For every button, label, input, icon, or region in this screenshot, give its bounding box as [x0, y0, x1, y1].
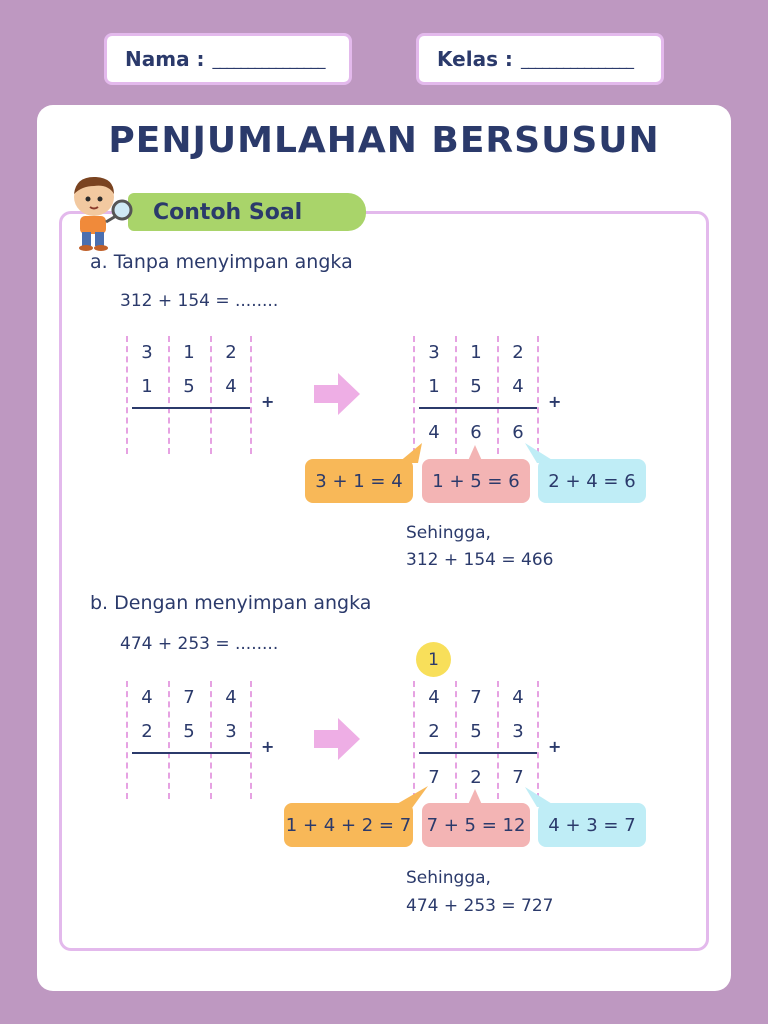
- example-a-right-grid: [413, 336, 539, 454]
- plus-sign: +: [261, 392, 275, 411]
- digit-ones-bottom: 4: [225, 376, 237, 397]
- digit-hundreds-top: 3: [141, 342, 153, 363]
- digit-ones-top: 2: [512, 342, 524, 363]
- example-b-heading: b. Dengan menyimpan angka: [90, 592, 372, 614]
- right-arrow-icon: [314, 718, 360, 760]
- example-b-question: 474 + 253 = ........: [120, 634, 279, 654]
- digit-hundreds-top: 4: [141, 687, 153, 708]
- right-arrow-icon: [314, 373, 360, 415]
- digit-tens-top: 7: [183, 687, 195, 708]
- digit-ones-bottom: 4: [512, 376, 524, 397]
- class-blank: ________________: [520, 49, 633, 69]
- digit-ones-top: 4: [512, 687, 524, 708]
- section-tag-label: Contoh Soal: [153, 199, 303, 225]
- class-field-box[interactable]: [416, 33, 664, 85]
- result-ones: 6: [512, 422, 524, 443]
- digit-ones-top: 4: [225, 687, 237, 708]
- digit-tens-top: 7: [470, 687, 482, 708]
- example-a-left-grid: [126, 336, 252, 454]
- name-blank: ________________: [212, 49, 325, 69]
- example-a-conclusion: 312 + 154 = 466: [406, 550, 554, 570]
- digit-tens-bottom: 5: [470, 721, 482, 742]
- sum-line: [132, 752, 250, 754]
- result-hundreds: 7: [428, 767, 440, 788]
- tens-bubble: [422, 459, 530, 503]
- sum-line: [419, 752, 537, 754]
- digit-tens-bottom: 5: [470, 376, 482, 397]
- class-label: Kelas :: [437, 47, 513, 71]
- bubble-text: 4 + 3 = 7: [548, 814, 636, 836]
- digit-hundreds-top: 4: [428, 687, 440, 708]
- sum-line: [419, 407, 537, 409]
- hundreds-carry-bubble: [284, 803, 413, 847]
- bubble-text: 3 + 1 = 4: [315, 470, 403, 492]
- digit-tens-top: 1: [183, 342, 195, 363]
- result-tens: 2: [470, 767, 482, 788]
- result-hundreds: 4: [428, 422, 440, 443]
- digit-ones-bottom: 3: [512, 721, 524, 742]
- name-label: Nama :: [125, 47, 205, 71]
- bubble-text: 1 + 4 + 2 = 7: [285, 814, 412, 836]
- page-title: PENJUMLAHAN BERSUSUN: [108, 120, 660, 161]
- sum-line: [132, 407, 250, 409]
- digit-hundreds-bottom: 1: [141, 376, 153, 397]
- ones-bubble: [538, 459, 646, 503]
- section-tag: [128, 193, 366, 231]
- plus-sign: +: [548, 392, 562, 411]
- digit-hundreds-bottom: 2: [141, 721, 153, 742]
- example-b-conclusion: 474 + 253 = 727: [406, 896, 554, 916]
- digit-ones-top: 2: [225, 342, 237, 363]
- example-a-conclusion-label: Sehingga,: [406, 523, 491, 543]
- digit-tens-bottom: 5: [183, 376, 195, 397]
- plus-sign: +: [261, 737, 275, 756]
- digit-ones-bottom: 3: [225, 721, 237, 742]
- boy-magnifier-mascot-icon: [64, 172, 136, 252]
- digit-tens-bottom: 5: [183, 721, 195, 742]
- bubble-text: 7 + 5 = 12: [426, 814, 526, 836]
- ones-bubble: [538, 803, 646, 847]
- example-a-question: 312 + 154 = ........: [120, 291, 279, 311]
- example-b-left-grid: [126, 681, 252, 799]
- example-b-right-grid: [413, 681, 539, 799]
- example-a-heading: a. Tanpa menyimpan angka: [90, 251, 353, 273]
- digit-hundreds-top: 3: [428, 342, 440, 363]
- digit-hundreds-bottom: 2: [428, 721, 440, 742]
- digit-tens-top: 1: [470, 342, 482, 363]
- result-ones: 7: [512, 767, 524, 788]
- result-tens: 6: [470, 422, 482, 443]
- carry-badge: [416, 642, 451, 677]
- tens-bubble: [422, 803, 530, 847]
- bubble-text: 2 + 4 = 6: [548, 470, 636, 492]
- example-b-conclusion-label: Sehingga,: [406, 868, 491, 888]
- ones-hundreds-bubble: [305, 459, 413, 503]
- plus-sign: +: [548, 737, 562, 756]
- name-field-box[interactable]: [104, 33, 352, 85]
- bubble-text: 1 + 5 = 6: [432, 470, 520, 492]
- carry-digit: 1: [428, 649, 439, 670]
- digit-hundreds-bottom: 1: [428, 376, 440, 397]
